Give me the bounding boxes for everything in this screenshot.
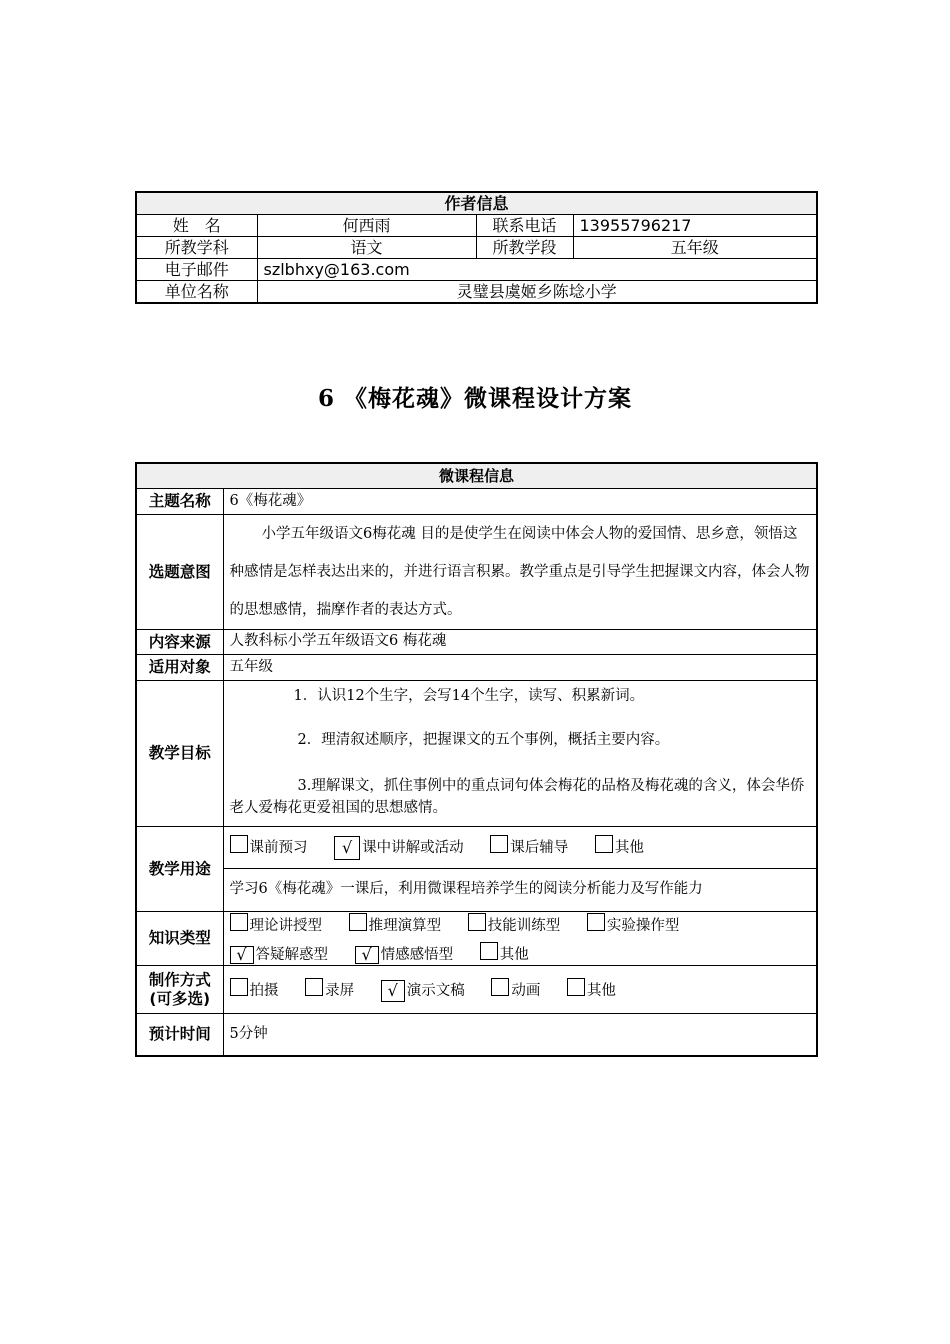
checkbox-icon[interactable] [349,913,367,931]
method-option-slides: √ 演示文稿 [381,980,465,1002]
author-email: szlbhxy@163.com [257,259,817,281]
unit-label: 单位名称 [136,281,257,304]
checkbox-icon[interactable] [468,913,486,931]
type-options [223,912,817,966]
target-value: 五年级 [223,655,817,681]
time-label: 预计时间 [136,1014,223,1056]
source-label: 内容来源 [136,630,223,655]
type-option-reasoning: 推理演算型 [349,913,442,935]
checkbox-icon[interactable] [491,978,509,996]
page-title: 6 《梅花魂》微课程设计方案 [317,385,632,412]
checkbox-icon[interactable] [587,913,605,931]
email-label: 电子邮件 [136,259,257,281]
grade-label: 所教学段 [476,237,573,259]
phone-label: 联系电话 [476,215,573,237]
author-grade: 五年级 [573,237,817,259]
type-option-skill: 技能训练型 [468,913,561,935]
checkbox-checked-icon[interactable]: √ [230,946,254,964]
checkbox-icon[interactable] [490,835,508,853]
checkbox-icon[interactable] [230,835,248,853]
type-option-qa: √ 答疑解惑型 [230,946,329,964]
goals-label: 教学目标 [136,681,223,827]
method-options [223,966,817,1014]
author-info-table [135,191,818,304]
checkbox-checked-icon[interactable]: √ [381,980,405,1002]
method-option-animation: 动画 [491,978,540,1000]
type-option-emotion: √ 情感感悟型 [355,946,454,964]
method-option-other: 其他 [567,978,616,1000]
method-option-screen: 录屏 [305,978,354,1000]
use-label: 教学用途 [136,827,223,912]
topic-label: 主题名称 [136,489,223,515]
goal-2: 2．理清叙述顺序，把握课文的五个事例，概括主要内容。 [297,731,670,748]
goals-cell [223,681,817,827]
author-subject: 语文 [257,237,476,259]
name-label: 姓 名 [136,215,257,237]
type-label: 知识类型 [136,912,223,966]
purpose-cell [223,515,817,630]
checkbox-checked-icon[interactable]: √ [334,836,360,860]
author-phone: 13955796217 [573,215,817,237]
type-option-lecture: 理论讲授型 [230,913,323,935]
checkbox-checked-icon[interactable]: √ [355,946,379,964]
goal-3: 3.理解课文，抓住事例中的重点词句体会梅花的品格及梅花魂的含义，体会华侨老人爱梅花更爱祖国的思想感情。 [229,777,805,816]
checkbox-icon[interactable] [480,942,498,960]
author-name: 何西雨 [257,215,476,237]
topic-value: 6《梅花魂》 [223,489,817,515]
checkbox-icon[interactable] [567,978,585,996]
micro-course-table [135,462,818,1057]
checkbox-icon[interactable] [230,978,248,996]
use-option-after-class: 课后辅导 [490,835,568,857]
micro-info-header: 微课程信息 [136,463,817,489]
purpose-text: 小学五年级语文6梅花魂 目的是使学生在阅读中体会人物的爱国情、思乡意，领悟这种感情是怎样表达出来的，并进行语言积累。教学重点是引导学生把握课文内容，体会人物的思想感情，揣摩作者的表达方式。 [229,526,810,618]
source-value: 人教科标小学五年级语文6 梅花魂 [223,630,817,655]
time-value: 5分钟 [223,1014,817,1056]
method-option-film: 拍摄 [230,978,279,1000]
type-option-experiment: 实验操作型 [587,913,680,935]
method-label: 制作方式 (可多选) [136,966,223,1014]
checkbox-icon[interactable] [595,835,613,853]
goal-1: 1．认识12个生字，会写14个生字，读写、积累新词。 [293,688,645,705]
target-label: 适用对象 [136,655,223,681]
purpose-label: 选题意图 [136,515,223,630]
type-option-other: 其他 [480,942,529,964]
use-option-other: 其他 [595,835,644,857]
use-option-preview: 课前预习 [230,835,308,857]
subject-label: 所教学科 [136,237,257,259]
checkbox-icon[interactable] [230,913,248,931]
use-description: 学习6《梅花魂》一课后，利用微课程培养学生的阅读分析能力及写作能力 [223,869,817,912]
checkbox-icon[interactable] [305,978,323,996]
use-option-in-class: √ 课中讲解或活动 [334,836,464,860]
author-unit: 灵璧县虞姬乡陈埝小学 [257,281,817,304]
use-options [223,827,817,869]
author-info-header: 作者信息 [136,192,817,215]
